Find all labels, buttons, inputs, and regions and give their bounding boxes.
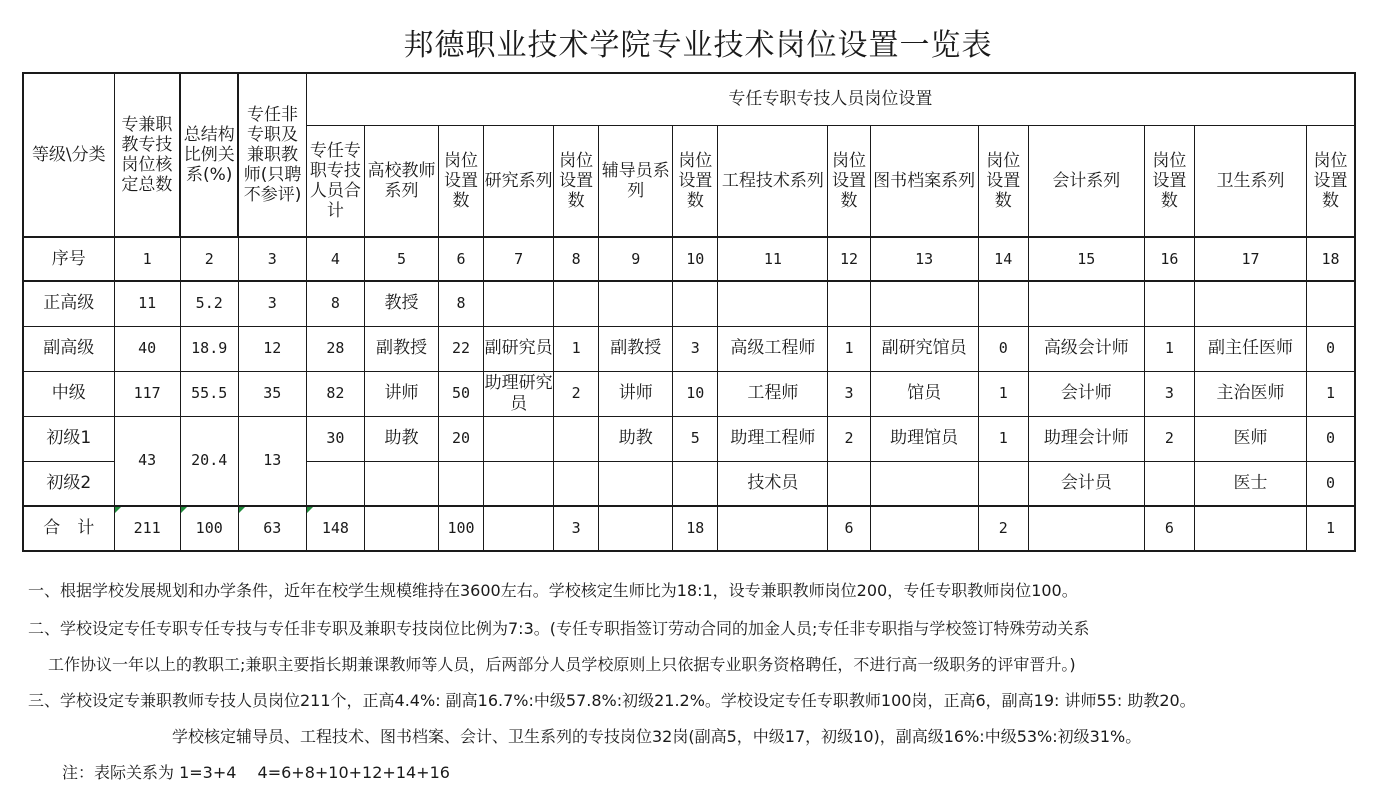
cell: 5.2: [180, 281, 238, 326]
seq-number: 7: [484, 237, 554, 281]
cell: 11: [114, 281, 180, 326]
cell: 会计员: [1028, 461, 1144, 506]
cell: 副教授: [599, 326, 673, 371]
level-label: 初级1: [23, 416, 114, 461]
seq-number: 11: [718, 237, 828, 281]
header-col-9: 辅导员系列: [599, 125, 673, 237]
cell: 22: [439, 326, 484, 371]
seq-number: 2: [180, 237, 238, 281]
cell: [1028, 281, 1144, 326]
note-4: 注：表际关系为 1=3+4 4=6+8+10+12+14+16: [62, 763, 450, 782]
level-label: 正高级: [23, 281, 114, 326]
cell: 35: [238, 371, 306, 416]
cell: 63: [238, 506, 306, 551]
header-col-13: 图书档案系列: [870, 125, 978, 237]
cell: [1144, 461, 1194, 506]
cell: 会计师: [1028, 371, 1144, 416]
cell: 10: [673, 371, 718, 416]
seq-number: 12: [828, 237, 870, 281]
seq-number: 16: [1144, 237, 1194, 281]
header-col-14: 岗位设置数: [978, 125, 1028, 237]
cell: 12: [238, 326, 306, 371]
header-col-18: 岗位设置数: [1307, 125, 1355, 237]
cell: 工程师: [718, 371, 828, 416]
cell: 助理工程师: [718, 416, 828, 461]
cell: 讲师: [364, 371, 438, 416]
cell: 117: [114, 371, 180, 416]
note-3a: 三、学校设定专兼职教师专技人员岗位211个，正高4.4%: 副高16.7%:中级57.8%:初级21.2%。学校设定专任专职教师100岗，正高6，副高19: 讲师55: 助教20。: [28, 691, 1196, 710]
header-col-4: 专任专职专技人员合计: [306, 125, 364, 237]
row-chu1: [23, 416, 1355, 461]
cell: [484, 416, 554, 461]
cell: 讲师: [599, 371, 673, 416]
cell: 医士: [1194, 461, 1306, 506]
cell: [870, 281, 978, 326]
cell: 5: [673, 416, 718, 461]
cell: 助理研究员: [484, 371, 554, 416]
seq-row: [23, 237, 1355, 281]
seq-number: 5: [364, 237, 438, 281]
cell: 教授: [364, 281, 438, 326]
cell: [978, 461, 1028, 506]
cell: [484, 281, 554, 326]
seq-number: 1: [114, 237, 180, 281]
seq-number: 3: [238, 237, 306, 281]
cell: 副研究员: [484, 326, 554, 371]
total-label: 合 计: [23, 506, 114, 551]
cell: 0: [1307, 416, 1355, 461]
row-fugao: [23, 326, 1355, 371]
cell: 28: [306, 326, 364, 371]
note-2a: 二、学校设定专任专职专任专技与专任非专职及兼职专技岗位比例为7:3。(专任专职指签订劳动合同的加金人员;专任非专职指与学校签订特殊劳动关系: [28, 619, 1090, 638]
seq-number: 9: [599, 237, 673, 281]
header-col-17: 卫生系列: [1194, 125, 1306, 237]
cell: 8: [439, 281, 484, 326]
seq-number: 13: [870, 237, 978, 281]
cell: 18.9: [180, 326, 238, 371]
seq-number: 4: [306, 237, 364, 281]
row-zhong: [23, 371, 1355, 416]
cell: 0: [1307, 461, 1355, 506]
cell: 助理会计师: [1028, 416, 1144, 461]
row-total: [23, 506, 1355, 551]
cell: 18: [673, 506, 718, 551]
cell: 43: [114, 416, 180, 506]
post-table: [22, 72, 1356, 552]
cell: 100: [180, 506, 238, 551]
cell: 0: [978, 326, 1028, 371]
header-row-1: [23, 73, 1355, 125]
cell: [554, 416, 599, 461]
cell: 副教授: [364, 326, 438, 371]
cell: 82: [306, 371, 364, 416]
cell: 馆员: [870, 371, 978, 416]
cell: 2: [1144, 416, 1194, 461]
cell: [1194, 506, 1306, 551]
header-col-5: 高校教师系列: [364, 125, 438, 237]
cell: [673, 281, 718, 326]
cell: [554, 281, 599, 326]
cell: 技术员: [718, 461, 828, 506]
cell: 3: [673, 326, 718, 371]
cell: 高级会计师: [1028, 326, 1144, 371]
cell: 高级工程师: [718, 326, 828, 371]
cell: [673, 461, 718, 506]
cell: 助教: [364, 416, 438, 461]
cell: 55.5: [180, 371, 238, 416]
header-col-12: 岗位设置数: [828, 125, 870, 237]
cell: 助教: [599, 416, 673, 461]
cell: [718, 506, 828, 551]
cell: [1194, 281, 1306, 326]
cell: [870, 461, 978, 506]
cell: 6: [828, 506, 870, 551]
header-col-10: 岗位设置数: [673, 125, 718, 237]
header-col-6: 岗位设置数: [439, 125, 484, 237]
cell: 3: [828, 371, 870, 416]
cell: [718, 281, 828, 326]
level-label: 初级2: [23, 461, 114, 506]
cell: 6: [1144, 506, 1194, 551]
cell: 20: [439, 416, 484, 461]
seq-number: 6: [439, 237, 484, 281]
header-col-11: 工程技术系列: [718, 125, 828, 237]
cell: [484, 506, 554, 551]
header-col-8: 岗位设置数: [554, 125, 599, 237]
cell: 0: [1307, 326, 1355, 371]
cell: 40: [114, 326, 180, 371]
cell: 2: [828, 416, 870, 461]
cell: [554, 461, 599, 506]
cell: 8: [306, 281, 364, 326]
cell: 副主任医师: [1194, 326, 1306, 371]
cell: [978, 281, 1028, 326]
cell: [828, 281, 870, 326]
header-col-16: 岗位设置数: [1144, 125, 1194, 237]
note-1: 一、根据学校发展规划和办学条件，近年在校学生规模维持在3600左右。学校核定生师比为18:1，设专兼职教师岗位200，专任专职教师岗位100。: [28, 581, 1078, 600]
cell: 13: [238, 416, 306, 506]
cell: 1: [1307, 506, 1355, 551]
header-level: 等级\分类: [23, 73, 114, 237]
cell: 100: [439, 506, 484, 551]
cell: 20.4: [180, 416, 238, 506]
note-2b: 工作协议一年以上的教职工;兼职主要指长期兼课教师等人员，后两部分人员学校原则上只依据专业职务资格聘任，不进行高一级职务的评审晋升。): [48, 655, 1076, 674]
cell: 3: [238, 281, 306, 326]
header-col-1: 专兼职教专技岗位核定总数: [114, 73, 180, 237]
level-label: 副高级: [23, 326, 114, 371]
cell: [1144, 281, 1194, 326]
cell: [599, 281, 673, 326]
seq-number: 17: [1194, 237, 1306, 281]
page-title: 邦德职业技术学院专业技术岗位设置一览表: [403, 28, 993, 63]
seq-number: 8: [554, 237, 599, 281]
header-col-7: 研究系列: [484, 125, 554, 237]
seq-label: 序号: [23, 237, 114, 281]
cell: 1: [978, 416, 1028, 461]
cell: [1028, 506, 1144, 551]
seq-number: 10: [673, 237, 718, 281]
cell: 2: [978, 506, 1028, 551]
cell: 1: [978, 371, 1028, 416]
cell: [1307, 281, 1355, 326]
header-col-2: 总结构比例关系(%): [180, 73, 238, 237]
note-3b: 学校核定辅导员、工程技术、图书档案、会计、卫生系列的专技岗位32岗(副高5，中级17，初级10)，副高级16%:中级53%:初级31%。: [172, 727, 1142, 746]
cell: 148: [306, 506, 364, 551]
cell: 医师: [1194, 416, 1306, 461]
cell: [306, 461, 364, 506]
header-col-15: 会计系列: [1028, 125, 1144, 237]
seq-number: 18: [1307, 237, 1355, 281]
level-label: 中级: [23, 371, 114, 416]
cell: 50: [439, 371, 484, 416]
cell: 1: [828, 326, 870, 371]
cell: 30: [306, 416, 364, 461]
cell: [599, 461, 673, 506]
cell: 1: [1144, 326, 1194, 371]
cell: 2: [554, 371, 599, 416]
header-group: 专任专职专技人员岗位设置: [306, 73, 1355, 125]
cell: 3: [1144, 371, 1194, 416]
header-col-3: 专任非专职及兼职教师(只聘不参评): [238, 73, 306, 237]
cell: [364, 461, 438, 506]
cell: [439, 461, 484, 506]
seq-number: 15: [1028, 237, 1144, 281]
cell: [484, 461, 554, 506]
row-zhenggao: [23, 281, 1355, 326]
cell: 3: [554, 506, 599, 551]
cell: 主治医师: [1194, 371, 1306, 416]
cell: [364, 506, 438, 551]
cell: [870, 506, 978, 551]
cell: 1: [1307, 371, 1355, 416]
cell: 副研究馆员: [870, 326, 978, 371]
cell: [599, 506, 673, 551]
seq-number: 14: [978, 237, 1028, 281]
cell: 211: [114, 506, 180, 551]
cell: 助理馆员: [870, 416, 978, 461]
cell: 1: [554, 326, 599, 371]
cell: [828, 461, 870, 506]
